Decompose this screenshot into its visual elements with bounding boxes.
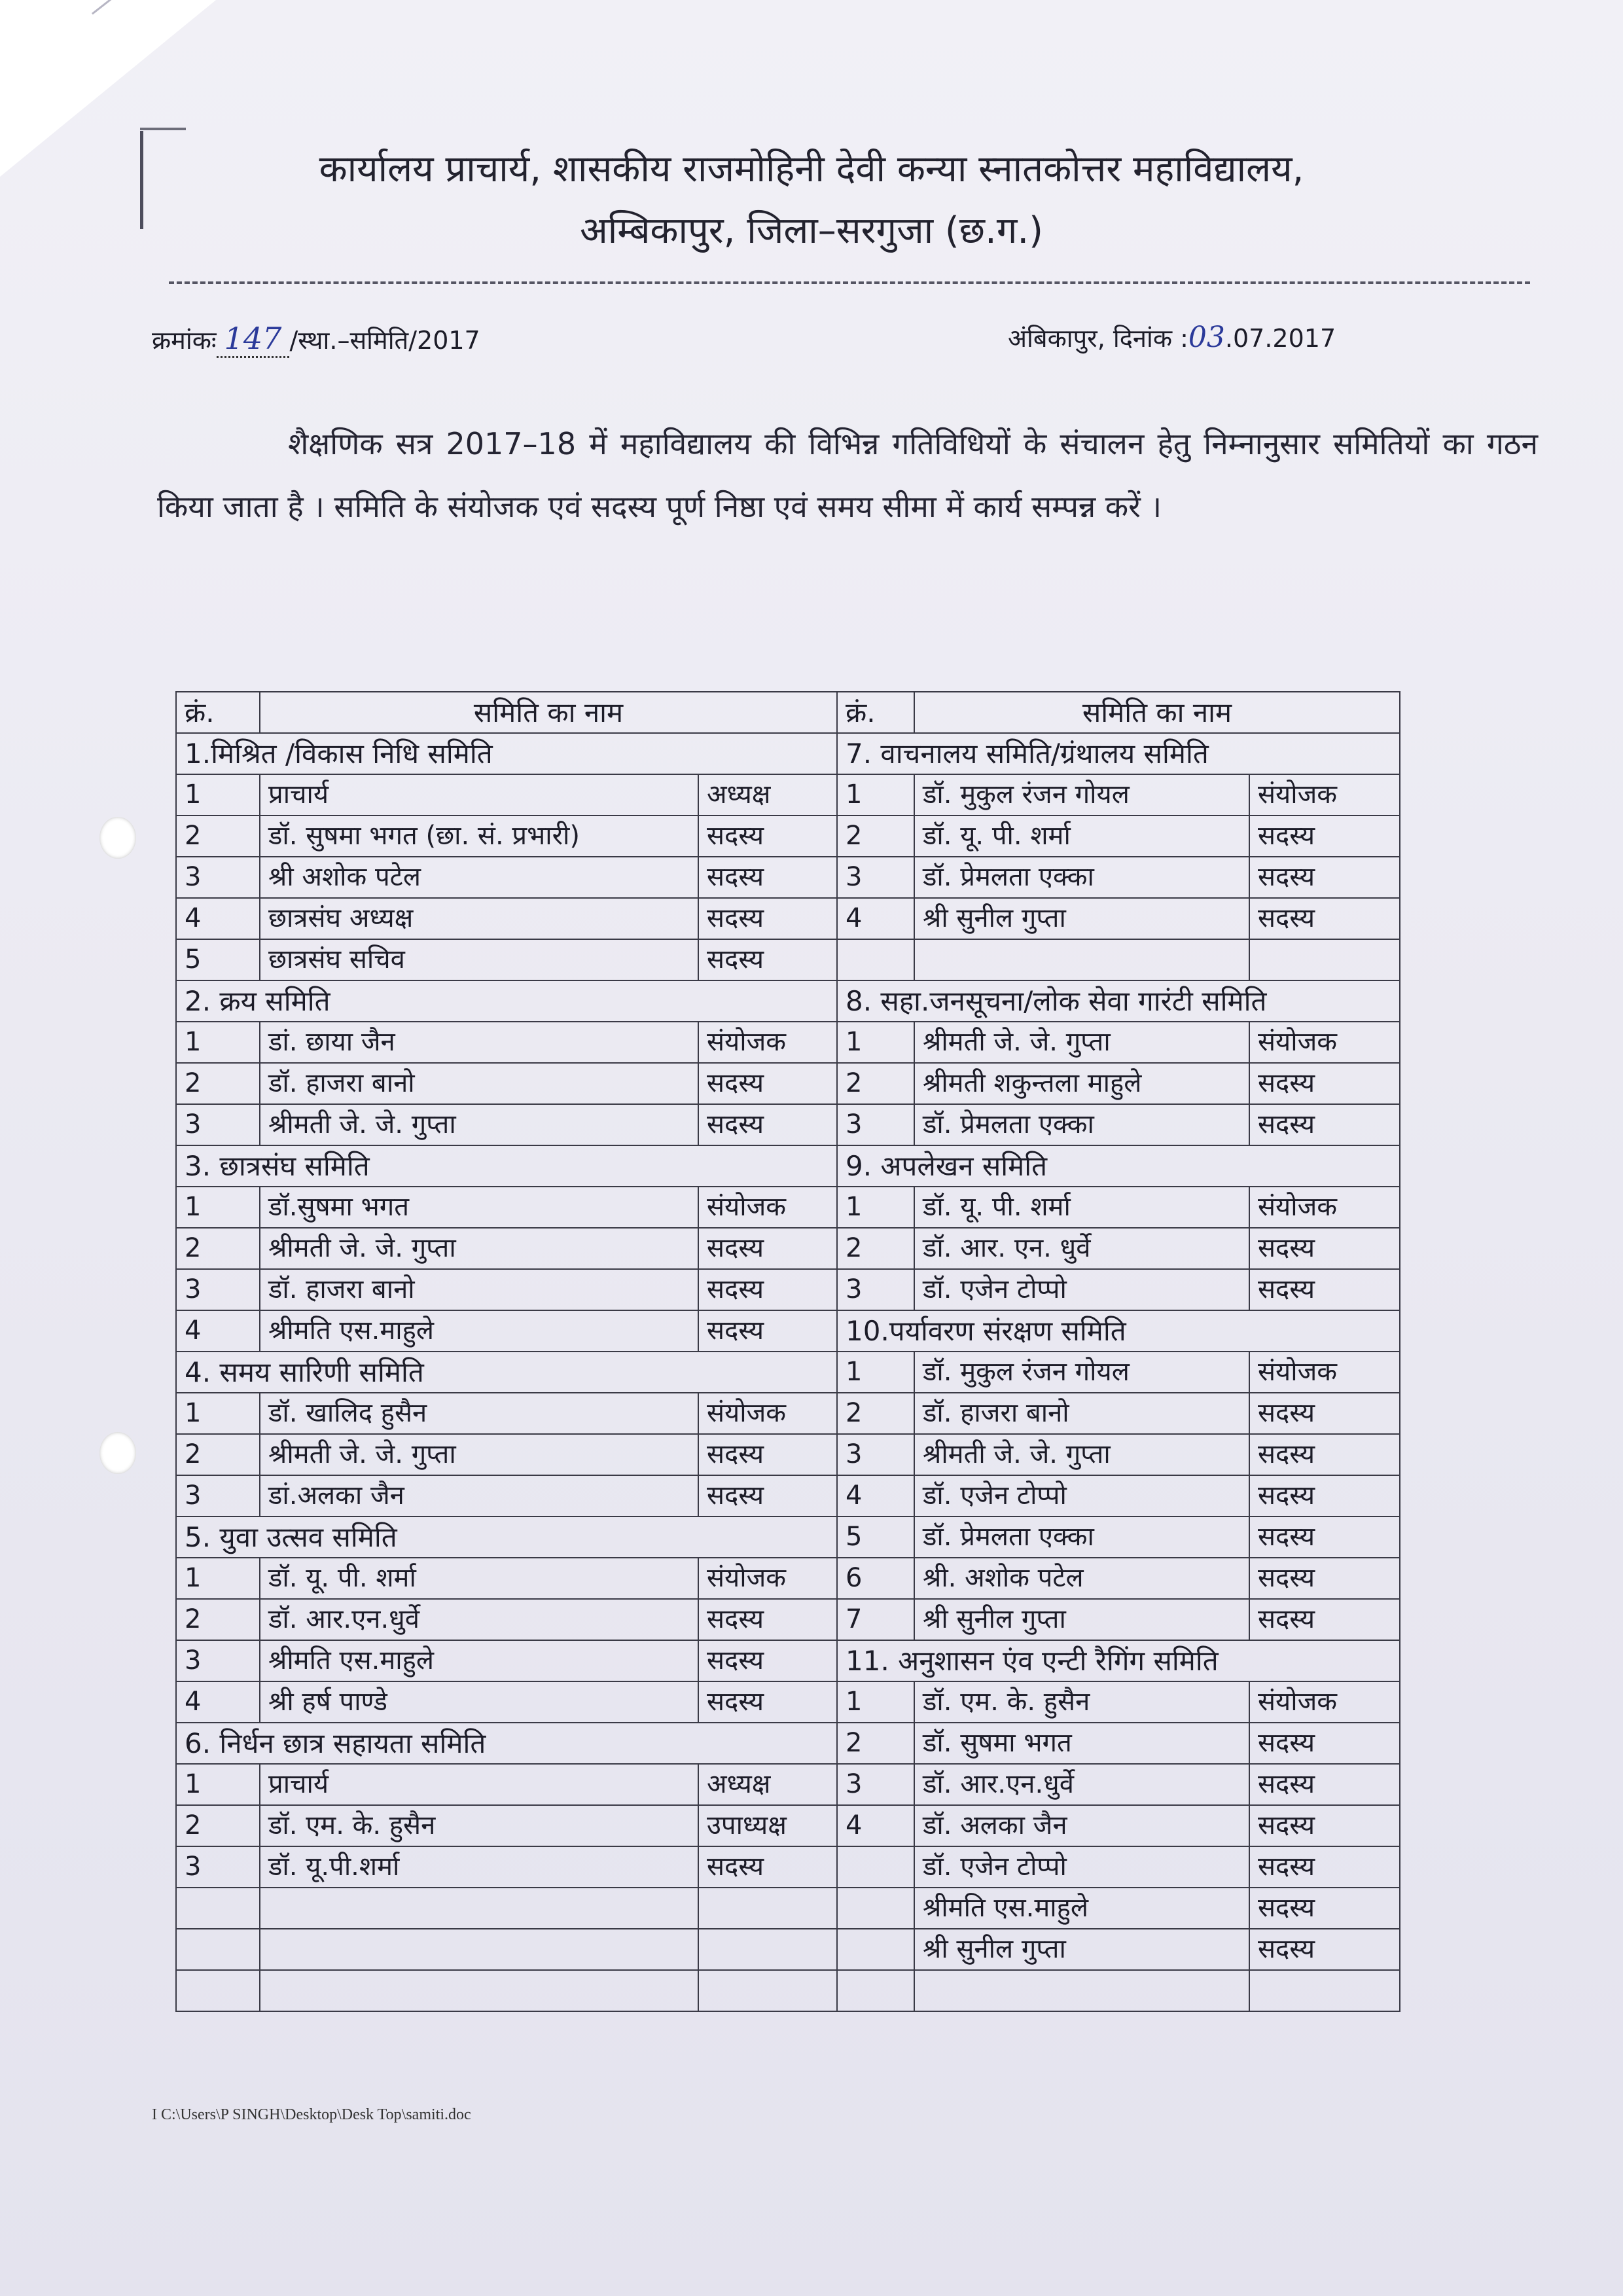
member-name-right: श्री सुनील गुप्ता	[914, 1599, 1249, 1640]
intro-paragraph: शैक्षणिक सत्र 2017–18 में महाविद्यालय की विभिन्न गतिविधियों के संचालन हेतु निम्नानुसार समितियों का गठन किया जाता है । समिति के संयोजक एवं सदस्य पूर्ण निष्ठा एवं समय सीमा में कार्य सम्पन्न करें ।	[157, 426, 1538, 524]
date-handwritten-day: 03	[1188, 321, 1225, 354]
member-role-right: संयोजक	[1249, 1022, 1400, 1063]
member-role-left: संयोजक	[698, 1558, 837, 1599]
member-serial-right: 4	[837, 1805, 914, 1846]
member-role-left	[698, 1970, 837, 2011]
member-role-left: सदस्य	[698, 1681, 837, 1723]
committee-heading-right: 9. अपलेखन समिति	[837, 1145, 1400, 1187]
table-row	[176, 939, 1400, 980]
member-name-left: डॉ. यू. पी. शर्मा	[260, 1558, 698, 1599]
member-serial-right: 4	[837, 1475, 914, 1516]
table-row	[176, 1187, 1400, 1228]
member-serial-right: 1	[837, 1187, 914, 1228]
member-name-right: डॉ. आर. एन. धुर्वे	[914, 1228, 1249, 1269]
member-name-right	[914, 1970, 1249, 2011]
member-serial-right	[837, 1929, 914, 1970]
date-prefix: अंबिकापुर, दिनांक :	[1008, 324, 1188, 353]
table-row	[176, 1929, 1400, 1970]
member-serial-left: 2	[176, 1805, 260, 1846]
member-role-left: उपाध्यक्ष	[698, 1805, 837, 1846]
member-role-left: अध्यक्ष	[698, 1764, 837, 1805]
committee-heading-left: 4. समय सारिणी समिति	[176, 1352, 837, 1393]
member-role-right: सदस्य	[1249, 1805, 1400, 1846]
table-row	[176, 1352, 1400, 1393]
member-serial-left: 1	[176, 1764, 260, 1805]
member-role-right: सदस्य	[1249, 1269, 1400, 1310]
reference-number	[152, 321, 480, 357]
table-row	[176, 1516, 1400, 1558]
member-role-left: सदस्य	[698, 1599, 837, 1640]
member-serial-left	[176, 1970, 260, 2011]
member-name-left: श्री हर्ष पाण्डे	[260, 1681, 698, 1723]
member-name-left	[260, 1888, 698, 1929]
header-serial-right: क्रं.	[837, 692, 914, 733]
member-name-right: डॉ. एजेन टोप्पो	[914, 1846, 1249, 1888]
table-row	[176, 1723, 1400, 1764]
member-name-right: डॉ. एम. के. हुसैन	[914, 1681, 1249, 1723]
member-role-left: संयोजक	[698, 1393, 837, 1434]
member-role-right: सदस्य	[1249, 1393, 1400, 1434]
member-serial-left: 3	[176, 1104, 260, 1145]
staple-mark	[140, 128, 186, 130]
member-name-right: श्रीमति एस.माहुले	[914, 1888, 1249, 1929]
member-name-right: श्री सुनील गुप्ता	[914, 898, 1249, 939]
member-name-left: डां.अलका जैन	[260, 1475, 698, 1516]
header-serial-left: क्रं.	[176, 692, 260, 733]
member-serial-left: 1	[176, 1187, 260, 1228]
member-role-right: सदस्य	[1249, 898, 1400, 939]
member-role-left: सदस्य	[698, 898, 837, 939]
office-title-line1: कार्यालय प्राचार्य, शासकीय राजमोहिनी देवी कन्या स्नातकोत्तर महाविद्यालय,	[319, 148, 1304, 190]
committee-table-body	[176, 733, 1400, 2011]
member-serial-left: 3	[176, 1475, 260, 1516]
member-name-left: श्रीमती जे. जे. गुप्ता	[260, 1228, 698, 1269]
member-role-right: सदस्य	[1249, 1723, 1400, 1764]
member-name-left: श्रीमति एस.माहुले	[260, 1640, 698, 1681]
member-role-left: सदस्य	[698, 1475, 837, 1516]
member-role-left	[698, 1929, 837, 1970]
member-serial-right: 6	[837, 1558, 914, 1599]
member-role-right: सदस्य	[1249, 1104, 1400, 1145]
member-serial-right: 3	[837, 1764, 914, 1805]
member-name-left: डॉ. यू.पी.शर्मा	[260, 1846, 698, 1888]
member-name-left: डॉ. सुषमा भगत (छा. सं. प्रभारी)	[260, 816, 698, 857]
table-row	[176, 733, 1400, 774]
member-role-left: सदस्य	[698, 939, 837, 980]
member-role-left: सदस्य	[698, 1104, 837, 1145]
member-role-left: सदस्य	[698, 1063, 837, 1104]
member-name-right: डॉ. प्रेमलता एक्का	[914, 1516, 1249, 1558]
member-role-left: अध्यक्ष	[698, 774, 837, 816]
member-role-right: सदस्य	[1249, 1888, 1400, 1929]
member-name-left: डॉ. हाजरा बानो	[260, 1063, 698, 1104]
table-header-row	[176, 692, 1400, 733]
member-role-right: संयोजक	[1249, 774, 1400, 816]
committee-heading-left: 5. युवा उत्सव समिति	[176, 1516, 837, 1558]
member-role-right: सदस्य	[1249, 1929, 1400, 1970]
table-row	[176, 1393, 1400, 1434]
table-row	[176, 1640, 1400, 1681]
member-serial-left: 1	[176, 774, 260, 816]
member-serial-right: 7	[837, 1599, 914, 1640]
committee-heading-right: 10.पर्यावरण संरक्षण समिति	[837, 1310, 1400, 1352]
member-name-left: छात्रसंघ सचिव	[260, 939, 698, 980]
table-row	[176, 1269, 1400, 1310]
member-serial-left: 1	[176, 1558, 260, 1599]
member-serial-left: 3	[176, 1269, 260, 1310]
committee-heading-left: 3. छात्रसंघ समिति	[176, 1145, 837, 1187]
table-row	[176, 1310, 1400, 1352]
punch-hole-upper	[99, 817, 136, 859]
member-serial-right: 2	[837, 1723, 914, 1764]
member-name-left	[260, 1970, 698, 2011]
member-name-right: डॉ. प्रेमलता एक्का	[914, 1104, 1249, 1145]
member-serial-right: 5	[837, 1516, 914, 1558]
member-serial-left: 2	[176, 1228, 260, 1269]
table-row	[176, 1681, 1400, 1723]
member-name-left: श्रीमती जे. जे. गुप्ता	[260, 1434, 698, 1475]
member-role-right: सदस्य	[1249, 857, 1400, 898]
office-title-line2: अम्बिकापुर, जिला–सरगुजा (छ.ग.)	[579, 209, 1044, 252]
member-name-right: श्रीमती शकुन्तला माहुले	[914, 1063, 1249, 1104]
member-role-left: सदस्य	[698, 1310, 837, 1352]
committee-heading-left: 2. क्रय समिति	[176, 980, 837, 1022]
table-row	[176, 1970, 1400, 2011]
table-row	[176, 816, 1400, 857]
member-serial-right: 1	[837, 1022, 914, 1063]
table-row	[176, 857, 1400, 898]
table-row	[176, 1434, 1400, 1475]
member-role-left: सदस्य	[698, 857, 837, 898]
member-role-right: सदस्य	[1249, 816, 1400, 857]
member-serial-left: 4	[176, 1310, 260, 1352]
member-serial-right: 1	[837, 1352, 914, 1393]
member-serial-left: 2	[176, 816, 260, 857]
committee-table	[175, 691, 1400, 2012]
member-role-right: सदस्य	[1249, 1475, 1400, 1516]
member-name-left: प्राचार्य	[260, 774, 698, 816]
member-name-right: डॉ. यू. पी. शर्मा	[914, 1187, 1249, 1228]
committee-heading-right: 7. वाचनालय समिति/ग्रंथालय समिति	[837, 733, 1400, 774]
member-serial-left: 4	[176, 1681, 260, 1723]
member-role-left	[698, 1888, 837, 1929]
table-row	[176, 980, 1400, 1022]
member-serial-right: 3	[837, 1269, 914, 1310]
table-row	[176, 1145, 1400, 1187]
member-serial-left: 5	[176, 939, 260, 980]
member-role-right	[1249, 939, 1400, 980]
member-role-right: सदस्य	[1249, 1434, 1400, 1475]
member-name-right: डॉ. प्रेमलता एक्का	[914, 857, 1249, 898]
committee-heading-left: 1.मिश्रित /विकास निधि समिति	[176, 733, 837, 774]
member-role-left: संयोजक	[698, 1022, 837, 1063]
member-serial-left: 3	[176, 857, 260, 898]
table-row	[176, 1558, 1400, 1599]
member-name-left	[260, 1929, 698, 1970]
member-role-left: संयोजक	[698, 1187, 837, 1228]
member-name-right: डॉ. यू. पी. शर्मा	[914, 816, 1249, 857]
committee-heading-right: 11. अनुशासन एंव एन्टी रैगिंग समिति	[837, 1640, 1400, 1681]
committee-heading-left: 6. निर्धन छात्र सहायता समिति	[176, 1723, 837, 1764]
member-role-right: संयोजक	[1249, 1187, 1400, 1228]
member-role-right	[1249, 1970, 1400, 2011]
committee-heading-right: 8. सहा.जनसूचना/लोक सेवा गारंटी समिति	[837, 980, 1400, 1022]
member-role-right: सदस्य	[1249, 1516, 1400, 1558]
member-serial-right: 1	[837, 774, 914, 816]
member-name-right	[914, 939, 1249, 980]
punch-hole-lower	[99, 1432, 136, 1474]
table-row	[176, 1805, 1400, 1846]
member-serial-right	[837, 1888, 914, 1929]
date-rest: .07.2017	[1224, 324, 1336, 353]
reference-handwritten-number: 147	[217, 321, 290, 358]
member-role-right: सदस्य	[1249, 1846, 1400, 1888]
member-name-right: डॉ. मुकुल रंजन गोयल	[914, 774, 1249, 816]
header-name-right: समिति का नाम	[914, 692, 1400, 733]
member-serial-left: 2	[176, 1599, 260, 1640]
reference-prefix: क्रमांकः	[152, 326, 217, 355]
member-name-left: श्रीमति एस.माहुले	[260, 1310, 698, 1352]
table-row	[176, 1599, 1400, 1640]
header-divider	[169, 281, 1530, 284]
member-name-left: डां. छाया जैन	[260, 1022, 698, 1063]
member-name-left: डॉ. हाजरा बानो	[260, 1269, 698, 1310]
member-name-right: डॉ. अलका जैन	[914, 1805, 1249, 1846]
table-row	[176, 1063, 1400, 1104]
member-name-left: प्राचार्य	[260, 1764, 698, 1805]
member-serial-right: 3	[837, 857, 914, 898]
member-name-left: डॉ. खालिद हुसैन	[260, 1393, 698, 1434]
issue-date	[1008, 321, 1336, 355]
member-role-left: सदस्य	[698, 816, 837, 857]
member-role-right: सदस्य	[1249, 1228, 1400, 1269]
member-serial-left: 3	[176, 1640, 260, 1681]
member-serial-right	[837, 939, 914, 980]
member-serial-right: 4	[837, 898, 914, 939]
member-role-right: सदस्य	[1249, 1558, 1400, 1599]
table-row	[176, 898, 1400, 939]
member-name-right: श्रीमती जे. जे. गुप्ता	[914, 1022, 1249, 1063]
table-row	[176, 1888, 1400, 1929]
member-serial-right: 3	[837, 1434, 914, 1475]
member-name-left: छात्रसंघ अध्यक्ष	[260, 898, 698, 939]
member-serial-right	[837, 1970, 914, 2011]
member-serial-right: 3	[837, 1104, 914, 1145]
member-name-left: श्रीमती जे. जे. गुप्ता	[260, 1104, 698, 1145]
member-serial-left: 1	[176, 1393, 260, 1434]
table-row	[176, 1022, 1400, 1063]
member-serial-left: 4	[176, 898, 260, 939]
member-name-left: डॉ.सुषमा भगत	[260, 1187, 698, 1228]
member-name-right: श्री. अशोक पटेल	[914, 1558, 1249, 1599]
member-name-right: डॉ. सुषमा भगत	[914, 1723, 1249, 1764]
member-name-right: श्रीमती जे. जे. गुप्ता	[914, 1434, 1249, 1475]
member-serial-right: 2	[837, 1393, 914, 1434]
table-row	[176, 1475, 1400, 1516]
member-name-right: डॉ. मुकुल रंजन गोयल	[914, 1352, 1249, 1393]
member-serial-right	[837, 1846, 914, 1888]
member-serial-left: 1	[176, 1022, 260, 1063]
reference-suffix: /स्था.–समिति/2017	[289, 326, 480, 355]
member-name-right: श्री सुनील गुप्ता	[914, 1929, 1249, 1970]
member-serial-left	[176, 1929, 260, 1970]
member-role-left: सदस्य	[698, 1846, 837, 1888]
table-row	[176, 1764, 1400, 1805]
table-row	[176, 774, 1400, 816]
table-row	[176, 1228, 1400, 1269]
member-name-left: डॉ. एम. के. हुसैन	[260, 1805, 698, 1846]
member-name-left: डॉ. आर.एन.धुर्वे	[260, 1599, 698, 1640]
member-serial-right: 2	[837, 1228, 914, 1269]
member-name-left: श्री अशोक पटेल	[260, 857, 698, 898]
member-role-right: सदस्य	[1249, 1063, 1400, 1104]
member-name-right: डॉ. आर.एन.धुर्वे	[914, 1764, 1249, 1805]
member-name-right: डॉ. एजेन टोप्पो	[914, 1269, 1249, 1310]
member-role-left: सदस्य	[698, 1434, 837, 1475]
member-serial-left	[176, 1888, 260, 1929]
table-row	[176, 1104, 1400, 1145]
member-serial-left: 2	[176, 1434, 260, 1475]
member-role-right: संयोजक	[1249, 1681, 1400, 1723]
member-serial-right: 2	[837, 1063, 914, 1104]
member-role-right: संयोजक	[1249, 1352, 1400, 1393]
member-role-right: सदस्य	[1249, 1764, 1400, 1805]
member-serial-left: 2	[176, 1063, 260, 1104]
member-serial-right: 1	[837, 1681, 914, 1723]
member-role-right: सदस्य	[1249, 1599, 1400, 1640]
file-path-footer: I C:\Users\P SINGH\Desktop\Desk Top\samiti.doc	[152, 2106, 471, 2123]
member-role-left: सदस्य	[698, 1269, 837, 1310]
member-name-right: डॉ. एजेन टोप्पो	[914, 1475, 1249, 1516]
member-serial-right: 2	[837, 816, 914, 857]
header-name-left: समिति का नाम	[260, 692, 837, 733]
member-serial-left: 3	[176, 1846, 260, 1888]
table-row	[176, 1846, 1400, 1888]
member-role-left: सदस्य	[698, 1228, 837, 1269]
member-role-left: सदस्य	[698, 1640, 837, 1681]
member-name-right: डॉ. हाजरा बानो	[914, 1393, 1249, 1434]
